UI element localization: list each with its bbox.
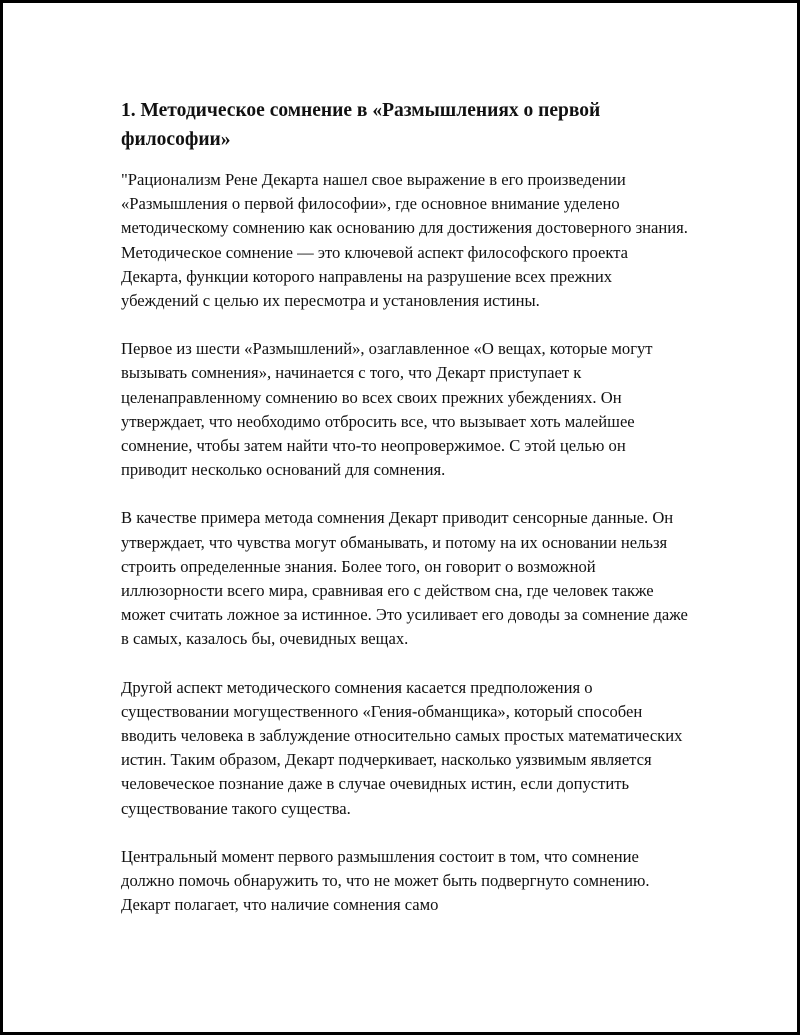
document-body [121, 96, 693, 917]
paragraph-5: Центральный момент первого размышления состоит в том, что сомнение должно помочь обнаружить то, что не может быть подвергнуто сомнению. Декарт полагает, что наличие сомнения само [121, 846, 650, 915]
paragraph-3: В качестве примера метода сомнения Декарт приводит сенсорные данные. Он утверждает, что чувства могут обманывать, и потому на их основании нельзя строить определенные знания. Более того, он говорит о возможной иллюзорности всего мира, сравнивая его с действом сна, где человек также может считать ложное за истинное. Это усиливает его доводы за сомнение даже в самых, казалось бы, очевидных вещах. [121, 508, 688, 649]
section-heading: 1. Методическое сомнение в «Размышлениях о первой философии» [121, 100, 601, 150]
paragraph-2: Первое из шести «Размышлений», озаглавленное «О вещах, которые могут вызывать сомнения», начинается с того, что Декарт приступает к целенаправленному сомнению во всех своих прежних убеждениях. Он утверждает, что необходимо отбросить все, что вызывает хоть малейшее сомнение, чтобы затем найти что-то неопровержимое. С этой целью он приводит несколько оснований для сомнения. [121, 339, 653, 480]
paragraph-1: "Рационализм Рене Декарта нашел свое выражение в его произведении «Размышления о первой философии», где основное внимание уделено методическому сомнению как основанию для достижения достоверного знания. Методическое сомнение — это ключевой аспект философского проекта Декарта, функции которого направлены на разрушение всех прежних убеждений с целью их пересмотра и установления истины. [121, 170, 688, 311]
paragraph-4: Другой аспект методического сомнения касается предположения о существовании могущественного «Гения-обманщика», который способен вводить человека в заблуждение относительно самых простых математических истин. Таким образом, Декарт подчеркивает, насколько уязвимым является человеческое познание даже в случае очевидных истин, если допустить существование такого существа. [121, 677, 683, 818]
